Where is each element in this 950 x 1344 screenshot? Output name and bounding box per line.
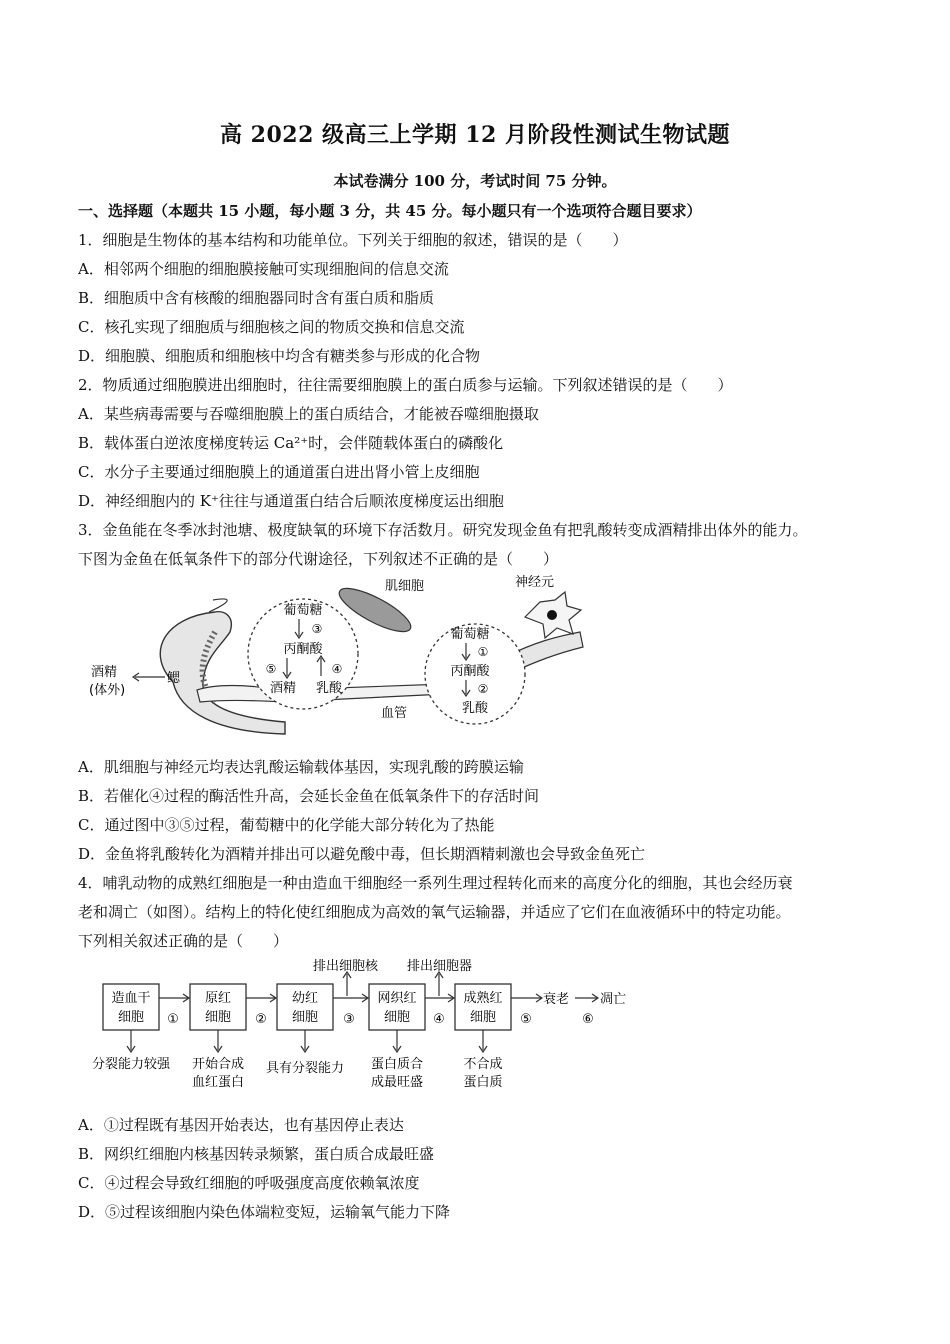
question-2-option-a: A．某些病毒需要与吞噬细胞膜上的蛋白质结合，才能被吞噬细胞摄取 [78,405,539,423]
section-heading: 一、选择题（本题共 15 小题，每小题 3 分，共 45 分。每小题只有一个选项符合题目要求） [78,202,702,220]
step-2-label: ② [477,682,489,696]
step-5: ⑤ [520,1012,532,1027]
exam-info: 本试卷满分 100 分，考试时间 75 分钟。 [333,172,617,190]
reticulocyte-feature-2: 成最旺盛 [370,1075,424,1090]
apoptosis-label: 凋亡 [600,992,627,1007]
muscle-cell-label: 肌细胞 [385,579,425,594]
ethanol-out-label: 酒精 [91,665,118,680]
neuron-nucleus [547,610,557,620]
cell-box-proerythroblast [190,984,246,1030]
stem-cell-feature: 分裂能力较强 [91,1057,171,1072]
goldfish-metabolism-figure [85,572,595,750]
question-4-option-b: B．网织红细胞内核基因转录频繁，蛋白质合成最旺盛 [78,1145,435,1163]
mature-rbc-feature-1: 不合成 [463,1057,503,1072]
question-3-option-a: A．肌细胞与神经元均表达乳酸运输载体基因，实现乳酸的跨膜运输 [78,758,524,776]
svg-text:幼红: 幼红 [291,991,319,1006]
question-4-option-c: C．④过程会导致红细胞的呼吸强度高度依赖氧浓度 [78,1174,420,1192]
senescence-label: 衰老 [543,992,570,1007]
question-4-stem-line-2: 老和凋亡（如图）。结构上的特化使红细胞成为高效的氧气运输器，并适应了它们在血液循环中的特定功能。 [78,903,791,921]
svg-text:细胞: 细胞 [117,1010,145,1025]
question-3-option-d: D．金鱼将乳酸转化为酒精并排出可以避免酸中毒，但长期酒精刺激也会导致金鱼死亡 [78,845,646,863]
step-3-label: ③ [311,622,323,636]
page-title: 高 2022 级高三上学期 12 月阶段性测试生物试题 [220,122,730,148]
svg-text:细胞: 细胞 [383,1010,411,1025]
neuron-label: 神经元 [515,575,555,590]
vessel-label: 血管 [381,706,408,721]
svg-text:细胞: 细胞 [204,1010,232,1025]
question-1-option-c: C．核孔实现了细胞质与细胞核之间的物质交换和信息交流 [78,318,465,336]
question-2-option-b: B．载体蛋白逆浓度梯度转运 Ca²⁺时，会伴随载体蛋白的磷酸化 [78,434,504,452]
step-1: ① [167,1012,179,1027]
step-5-label: ⑤ [265,662,277,676]
cell-box-erythroblast [277,984,333,1030]
question-4-stem-line-3: 下列相关叙述正确的是（ ） [78,932,289,950]
question-4-option-a: A．①过程既有基因开始表达，也有基因停止表达 [78,1116,404,1134]
step-2: ② [255,1012,267,1027]
question-3-option-c: C．通过图中③⑤过程，葡萄糖中的化学能大部分转化为了热能 [78,816,495,834]
expel-nucleus-label: 排出细胞核 [313,959,379,974]
question-1-stem: 1．细胞是生物体的基本结构和功能单位。下列关于细胞的叙述，错误的是（ ） [78,231,628,249]
svg-text:原红: 原红 [204,991,232,1006]
question-4-stem-line-1: 4．哺乳动物的成熟红细胞是一种由造血干细胞经一系列生理过程转化而来的高度分化的细胞，其也会经历衰 [78,874,793,892]
left-ethanol: 酒精 [269,681,297,696]
expel-organelles-label: 排出细胞器 [407,959,473,974]
gill-label: 鳃 [167,671,181,686]
question-2-stem: 2．物质通过细胞膜进出细胞时，往往需要细胞膜上的蛋白质参与运输。下列叙述错误的是（ ） [78,376,733,394]
step-4-label: ④ [331,662,343,676]
step-4: ④ [433,1012,445,1027]
erythroblast-feature: 具有分裂能力 [265,1061,345,1076]
question-4-option-d: D．⑤过程该细胞内染色体端粒变短，运输氧气能力下降 [78,1203,451,1221]
svg-text:成熟红: 成熟红 [463,991,503,1006]
cell-box-mature-rbc [455,984,511,1030]
svg-text:网织红: 网织红 [377,991,417,1006]
step-6: ⑥ [582,1012,594,1027]
reticulocyte-feature-1: 蛋白质合 [370,1057,424,1072]
svg-text:造血干: 造血干 [111,991,151,1006]
svg-text:细胞: 细胞 [469,1010,497,1025]
proerythroblast-feature-1: 开始合成 [191,1057,245,1072]
right-pyruvate: 丙酮酸 [450,664,490,679]
question-1-option-b: B．细胞质中含有核酸的细胞器同时含有蛋白质和脂质 [78,289,435,307]
question-2-option-c: C．水分子主要通过细胞膜上的通道蛋白进出肾小管上皮细胞 [78,463,480,481]
left-pyruvate: 丙酮酸 [283,642,323,657]
question-3-option-b: B．若催化④过程的酶活性升高，会延长金鱼在低氧条件下的存活时间 [78,787,540,805]
svg-text:细胞: 细胞 [291,1010,319,1025]
body-outside-label: (体外) [89,683,126,698]
mature-rbc-feature-2: 蛋白质 [463,1075,503,1090]
question-3-stem-line-1: 3．金鱼能在冬季冰封池塘、极度缺氧的环境下存活数月。研究发现金鱼有把乳酸转变成酒精排出体外的能力。 [78,521,808,539]
question-2-option-d: D．神经细胞内的 K⁺往往与通道蛋白结合后顺浓度梯度运出细胞 [78,492,504,510]
cell-box-reticulocyte [369,984,425,1030]
step-1-label: ① [477,645,489,659]
cell-box-stem [103,984,159,1030]
step-3: ③ [343,1012,355,1027]
rbc-differentiation-figure [85,956,645,1096]
question-3-stem-line-2: 下图为金鱼在低氧条件下的部分代谢途径，下列叙述不正确的是（ ） [78,550,559,568]
question-1-option-a: A．相邻两个细胞的细胞膜接触可实现细胞间的信息交流 [78,260,449,278]
gill-flap [209,599,227,612]
left-lactate: 乳酸 [315,681,343,696]
question-1-option-d: D．细胞膜、细胞质和细胞核中均含有糖类参与形成的化合物 [78,347,481,365]
right-lactate: 乳酸 [461,701,489,716]
proerythroblast-feature-2: 血红蛋白 [191,1075,245,1090]
left-glucose: 葡萄糖 [283,603,323,618]
right-glucose: 葡萄糖 [450,627,490,642]
